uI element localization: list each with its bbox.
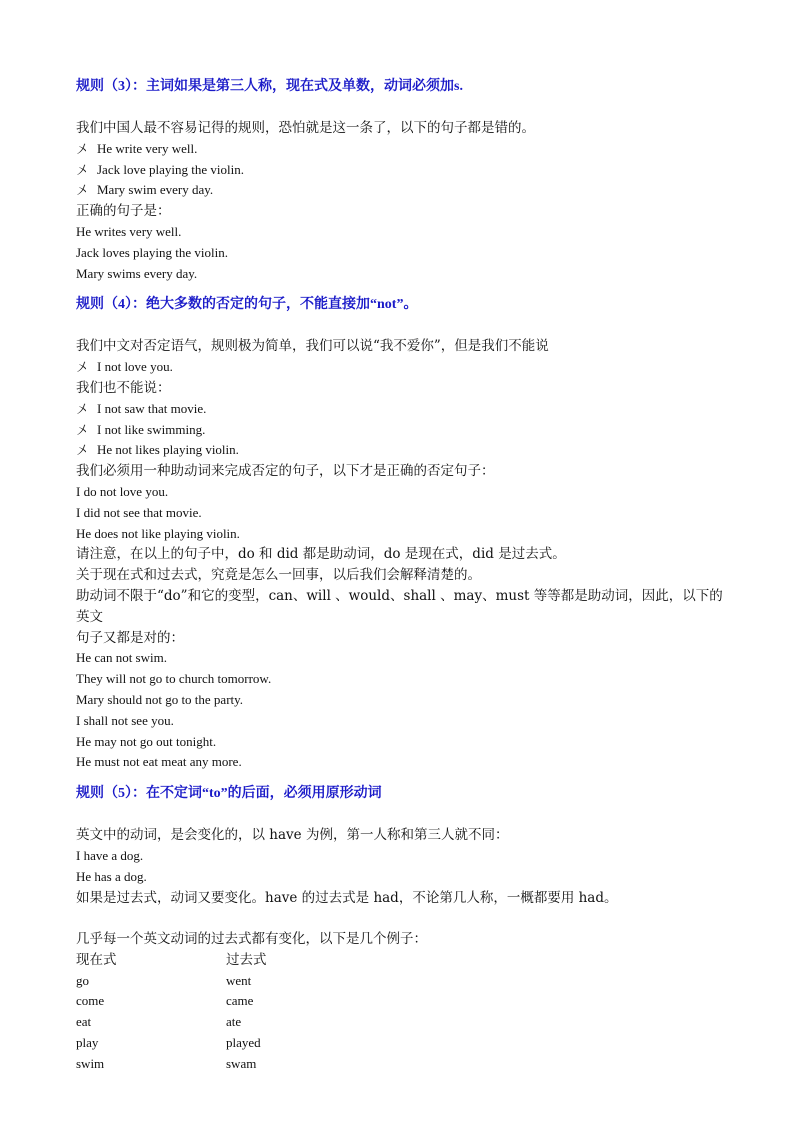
table-cell: came [226,993,254,1009]
wrong-sentence: 〤 Jack love playing the violin. [76,160,736,181]
rule4-intro: 我们中文对否定语气，规则极为简单，我们可以说“我不爱你”，但是我们不能说 [76,338,549,355]
document-page [76,76,736,1075]
correct-label: 正确的句子是： [76,203,171,220]
wrong-sentence: 〤 I not saw that movie. [76,399,736,420]
rule3-intro: 我们中国人最不容易记得的规则，恐怕就是这一条了，以下的句子都是错的。 [76,120,535,136]
table-header: 过去式 [226,951,267,968]
table-cell: swam [226,1055,257,1071]
rule3-heading: 规则（3）：主词如果是第三人称，现在式及单数，动词必须加s. [76,79,463,94]
table-cell: come [76,993,105,1009]
wrong-sentence: 〤 I not love you. [76,357,736,378]
example-sentence: Mary should not go to the party. [76,691,244,707]
table-cell: ate [226,1014,242,1030]
wrong-sentence: 〤 I not like swimming. [76,420,736,441]
note-paragraph: 关于现在式和过去式，究竟是怎么一回事，以后我们会解释清楚的。 [76,567,481,584]
also-label: 我们也不能说： [76,379,171,396]
cross-mark-icon: 〤 [76,360,89,375]
table-cell: eat [76,1014,92,1030]
table-cell: swim [76,1055,105,1071]
example-sentence: He may not go out tonight. [76,733,217,749]
correct-sentence: Mary swims every day. [76,265,198,281]
table-cell: play [76,1035,99,1051]
correct-sentence: Jack loves playing the violin. [76,244,229,260]
example-sentence: He can not swim. [76,650,167,666]
example-sentence: I have a dog. [76,847,144,863]
wrong-sentence: 〤 He write very well. [76,139,736,160]
example-sentence: I shall not see you. [76,712,174,728]
wrong-sentence: 〤 He not likes playing violin. [76,440,736,461]
cross-mark-icon: 〤 [76,422,89,437]
correct-sentence: He writes very well. [76,223,182,239]
rule4-heading: 规则（4）：绝大多数的否定的句子，不能直接加“not”。 [76,297,418,313]
cross-mark-icon: 〤 [76,401,89,416]
rule5-heading: 规则（5）：在不定词“to”的后面，必须用原形动词 [76,786,382,802]
table-intro: 几乎每一个英文动词的过去式都有变化，以下是几个例子： [76,931,427,948]
table-cell: played [226,1035,261,1051]
correct-sentence: I did not see that movie. [76,504,202,520]
example-sentence: He has a dog. [76,868,147,884]
verb-tense-table [76,950,736,1075]
note-paragraph: 助动词不限于“do”和它的变型，can、will 、would、shall 、may、must 等等都是助动词，因此，以下的英文 [76,587,723,625]
table-cell: went [226,972,252,988]
cross-mark-icon: 〤 [76,443,89,458]
note-paragraph: 请注意，在以上的句子中，do 和 did 都是助动词，do 是现在式，did 是过去式。 [76,546,566,563]
table-cell: go [76,972,89,988]
correct-sentence: He does not like playing violin. [76,525,240,541]
correct-sentence: I do not love you. [76,483,169,499]
table-header: 现在式 [76,951,117,968]
cross-mark-icon: 〤 [76,183,89,198]
example-sentence: They will not go to church tomorrow. [76,671,272,687]
note-paragraph: 句子又都是对的： [76,629,184,646]
rule5-intro: 英文中的动词，是会变化的，以 have 为例，第一人称和第三人就不同： [76,827,509,844]
cross-mark-icon: 〤 [76,141,89,156]
past-note: 如果是过去式，动词又要变化。have 的过去式是 had，不论第几人称，一概都要用 had。 [76,889,618,906]
cross-mark-icon: 〤 [76,162,89,177]
example-sentence: He must not eat meat any more. [76,754,242,770]
must-label: 我们必须用一种助动词来完成否定的句子，以下才是正确的否定句子： [76,463,495,480]
wrong-sentence: 〤 Mary swim every day. [76,180,736,201]
